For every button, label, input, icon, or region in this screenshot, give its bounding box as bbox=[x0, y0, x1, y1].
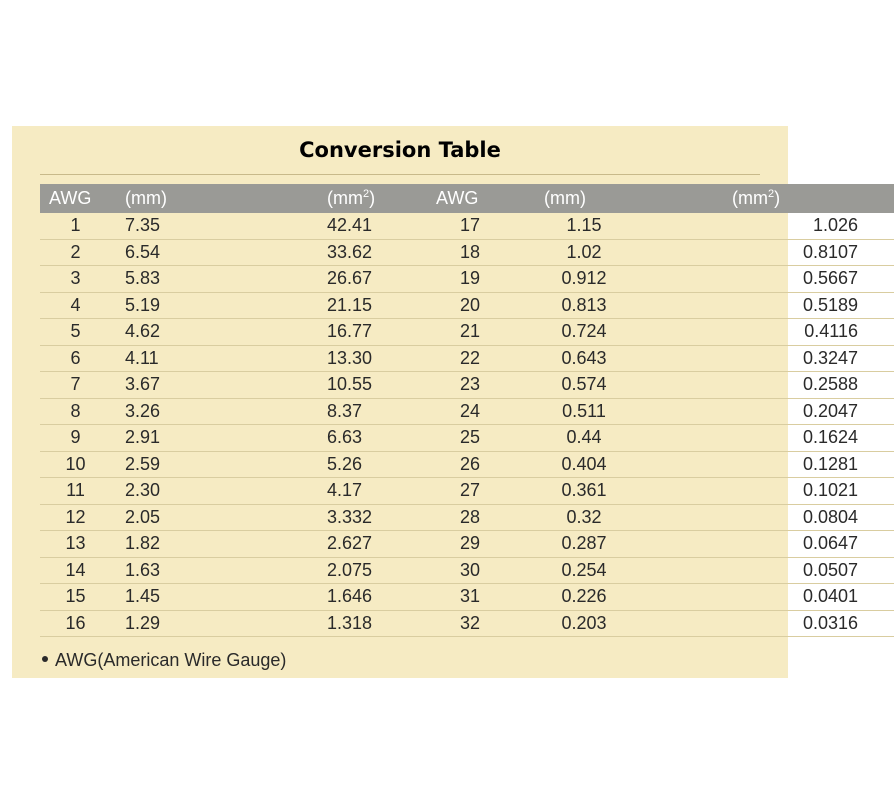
cell-mm: 1.82 bbox=[111, 531, 243, 558]
table-row bbox=[424, 504, 894, 531]
cell-awg: 27 bbox=[424, 478, 516, 505]
conversion-table-panel bbox=[12, 126, 858, 678]
cell-mm: 0.511 bbox=[516, 398, 652, 425]
cell-awg: 23 bbox=[424, 372, 516, 399]
table-row bbox=[424, 451, 894, 478]
cell-mm: 5.19 bbox=[111, 292, 243, 319]
bullet-icon bbox=[42, 656, 48, 662]
table-row bbox=[424, 557, 894, 584]
cell-mm: 1.45 bbox=[111, 584, 243, 611]
cell-mm2: 13.30 bbox=[243, 345, 517, 372]
cell-mm2: 26.67 bbox=[243, 266, 517, 293]
cell-awg: 31 bbox=[424, 584, 516, 611]
cell-awg: 7 bbox=[40, 372, 111, 399]
cell-awg: 29 bbox=[424, 531, 516, 558]
cell-mm: 1.15 bbox=[516, 213, 652, 239]
cell-awg: 12 bbox=[40, 504, 111, 531]
cell-awg: 22 bbox=[424, 345, 516, 372]
cell-awg: 19 bbox=[424, 266, 516, 293]
cell-mm2: 0.3247 bbox=[652, 345, 894, 372]
table-row bbox=[424, 239, 894, 266]
cell-awg: 28 bbox=[424, 504, 516, 531]
cell-mm: 4.11 bbox=[111, 345, 243, 372]
table-row bbox=[424, 584, 894, 611]
cell-mm2: 0.1624 bbox=[652, 425, 894, 452]
cell-awg: 32 bbox=[424, 610, 516, 637]
cell-mm2: 0.4116 bbox=[652, 319, 894, 346]
cell-mm: 2.30 bbox=[111, 478, 243, 505]
cell-mm: 0.44 bbox=[516, 425, 652, 452]
cell-mm: 4.62 bbox=[111, 319, 243, 346]
cell-mm: 1.29 bbox=[111, 610, 243, 637]
cell-mm2: 0.0507 bbox=[652, 557, 894, 584]
cell-mm: 0.912 bbox=[516, 266, 652, 293]
cell-mm2: 33.62 bbox=[243, 239, 517, 266]
awg-table-right bbox=[424, 184, 894, 637]
cell-mm: 5.83 bbox=[111, 266, 243, 293]
cell-awg: 25 bbox=[424, 425, 516, 452]
table-body-right bbox=[424, 213, 894, 637]
cell-awg: 20 bbox=[424, 292, 516, 319]
table-row bbox=[424, 610, 894, 637]
cell-awg: 17 bbox=[424, 213, 516, 239]
cell-awg: 11 bbox=[40, 478, 111, 505]
cell-mm2: 0.0647 bbox=[652, 531, 894, 558]
cell-mm: 0.361 bbox=[516, 478, 652, 505]
cell-awg: 26 bbox=[424, 451, 516, 478]
cell-mm2: 0.5189 bbox=[652, 292, 894, 319]
cell-mm: 7.35 bbox=[111, 213, 243, 239]
cell-mm2: 1.318 bbox=[243, 610, 517, 637]
table-row bbox=[424, 425, 894, 452]
table-row bbox=[424, 213, 894, 239]
cell-mm: 2.59 bbox=[111, 451, 243, 478]
cell-awg: 3 bbox=[40, 266, 111, 293]
footnote bbox=[42, 650, 286, 671]
cell-mm2: 3.332 bbox=[243, 504, 517, 531]
cell-awg: 10 bbox=[40, 451, 111, 478]
cell-mm: 2.05 bbox=[111, 504, 243, 531]
cell-mm2: 2.075 bbox=[243, 557, 517, 584]
cell-mm: 0.203 bbox=[516, 610, 652, 637]
title-divider bbox=[40, 174, 760, 175]
cell-mm2: 0.1021 bbox=[652, 478, 894, 505]
cell-awg: 14 bbox=[40, 557, 111, 584]
cell-mm2: 1.026 bbox=[652, 213, 894, 239]
cell-mm: 2.91 bbox=[111, 425, 243, 452]
cell-awg: 15 bbox=[40, 584, 111, 611]
table-row bbox=[424, 398, 894, 425]
cell-mm: 0.724 bbox=[516, 319, 652, 346]
cell-mm2: 42.41 bbox=[243, 213, 517, 239]
table-row bbox=[424, 345, 894, 372]
cell-mm: 3.67 bbox=[111, 372, 243, 399]
cell-awg: 2 bbox=[40, 239, 111, 266]
cell-mm2: 6.63 bbox=[243, 425, 517, 452]
table-row bbox=[424, 319, 894, 346]
header-mm2: $(mm^2)$ bbox=[652, 184, 894, 213]
cell-mm2: 16.77 bbox=[243, 319, 517, 346]
cell-mm2: 0.0804 bbox=[652, 504, 894, 531]
cell-awg: 8 bbox=[40, 398, 111, 425]
cell-mm: 0.32 bbox=[516, 504, 652, 531]
cell-mm: 1.63 bbox=[111, 557, 243, 584]
cell-awg: 21 bbox=[424, 319, 516, 346]
cell-mm2: 5.26 bbox=[243, 451, 517, 478]
cell-awg: 6 bbox=[40, 345, 111, 372]
table-header-row bbox=[424, 184, 894, 213]
cell-mm: 1.02 bbox=[516, 239, 652, 266]
cell-awg: 5 bbox=[40, 319, 111, 346]
cell-mm2: 2.627 bbox=[243, 531, 517, 558]
cell-mm2: 21.15 bbox=[243, 292, 517, 319]
cell-mm: 0.574 bbox=[516, 372, 652, 399]
cell-mm2: 0.5667 bbox=[652, 266, 894, 293]
cell-mm: 3.26 bbox=[111, 398, 243, 425]
cell-mm2: 0.0316 bbox=[652, 610, 894, 637]
cell-mm2: 0.8107 bbox=[652, 239, 894, 266]
header-mm2: $(mm^2)$ bbox=[243, 184, 517, 213]
cell-mm2: 8.37 bbox=[243, 398, 517, 425]
cell-mm: 0.643 bbox=[516, 345, 652, 372]
cell-awg: 1 bbox=[40, 213, 111, 239]
cell-mm2: 4.17 bbox=[243, 478, 517, 505]
cell-awg: 13 bbox=[40, 531, 111, 558]
cell-awg: 16 bbox=[40, 610, 111, 637]
cell-awg: 9 bbox=[40, 425, 111, 452]
table-row bbox=[424, 266, 894, 293]
header-awg: AWG bbox=[40, 184, 111, 213]
cell-awg: 4 bbox=[40, 292, 111, 319]
cell-mm: 0.287 bbox=[516, 531, 652, 558]
cell-mm2: 10.55 bbox=[243, 372, 517, 399]
cell-mm: 6.54 bbox=[111, 239, 243, 266]
cell-mm2: 0.0401 bbox=[652, 584, 894, 611]
header-awg: AWG bbox=[424, 184, 516, 213]
header-mm: (mm) bbox=[111, 184, 243, 213]
table-row bbox=[424, 292, 894, 319]
table-row bbox=[424, 478, 894, 505]
cell-mm: 0.254 bbox=[516, 557, 652, 584]
footnote-text: AWG(American Wire Gauge) bbox=[55, 650, 287, 670]
cell-mm: 0.404 bbox=[516, 451, 652, 478]
table-row bbox=[424, 531, 894, 558]
page-title: Conversion Table bbox=[299, 138, 501, 162]
table-row bbox=[424, 372, 894, 399]
cell-mm2: 0.2047 bbox=[652, 398, 894, 425]
cell-awg: 24 bbox=[424, 398, 516, 425]
cell-mm2: 0.2588 bbox=[652, 372, 894, 399]
cell-awg: 30 bbox=[424, 557, 516, 584]
header-mm: (mm) bbox=[516, 184, 652, 213]
cell-mm2: 0.1281 bbox=[652, 451, 894, 478]
cell-mm: 0.813 bbox=[516, 292, 652, 319]
cell-mm: 0.226 bbox=[516, 584, 652, 611]
cell-mm2: 1.646 bbox=[243, 584, 517, 611]
cell-awg: 18 bbox=[424, 239, 516, 266]
